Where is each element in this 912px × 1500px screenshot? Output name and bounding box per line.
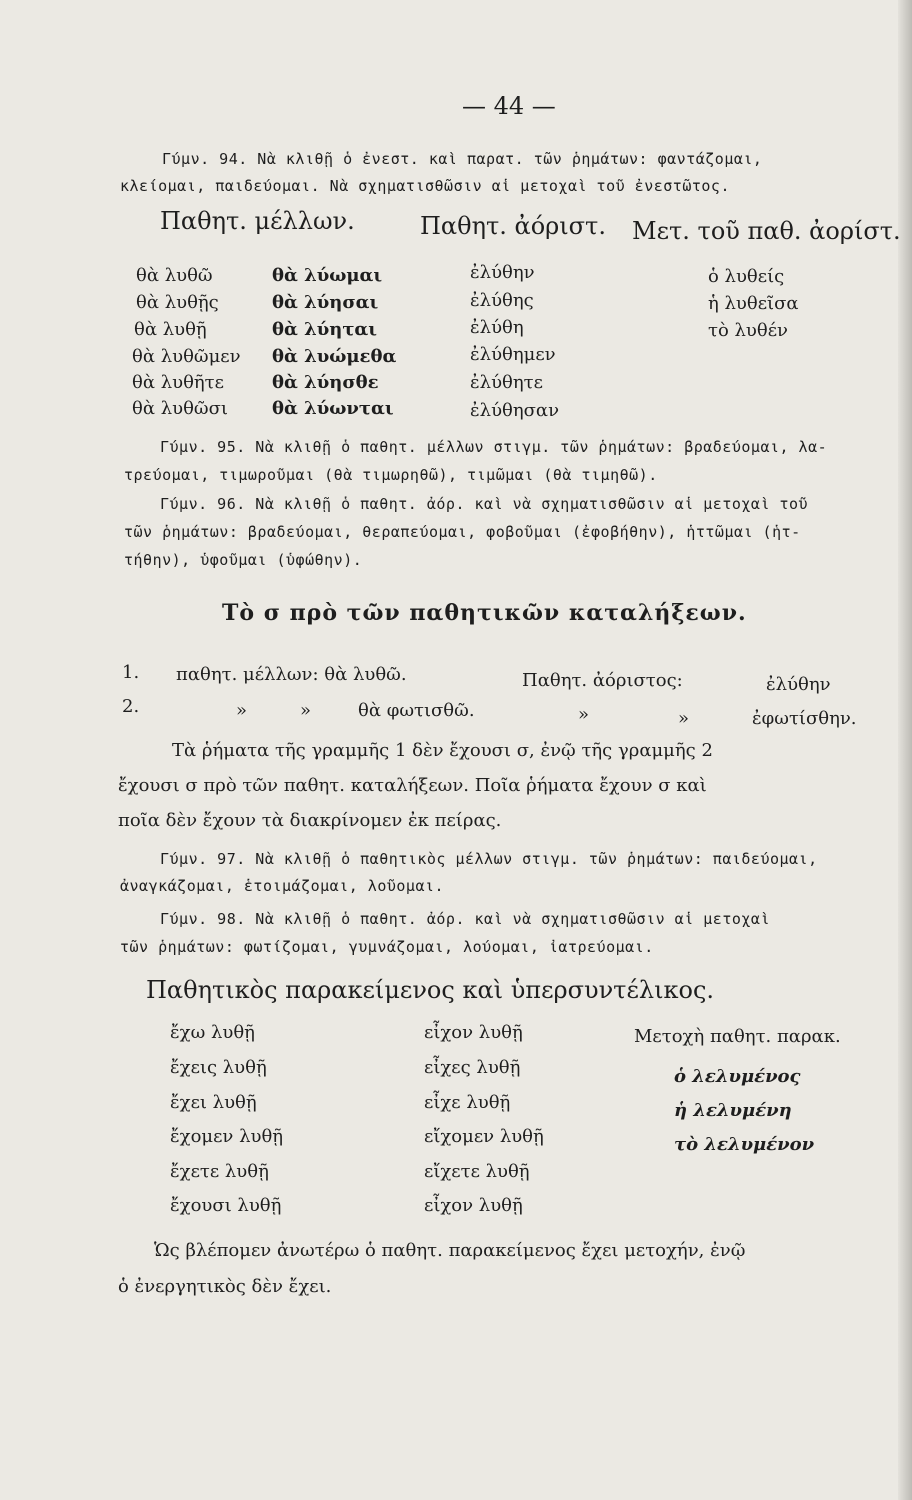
aorist-form: ἐλύθημεν [470, 344, 556, 365]
exercise-96-line-3: τήθην), ὑφοῦμαι (ὑφώθην). [124, 551, 363, 569]
page-number: — 44 — [462, 92, 556, 120]
section-title-perfect: Παθητικὸς παρακείμενος καὶ ὑπερσυντέλικος. [146, 976, 715, 1004]
future-alt-form: θὰ λύησαι [272, 292, 379, 313]
perfect-form: ἔχει λυθῇ [170, 1092, 257, 1113]
exercise-94-line-2: κλείομαι, παιδεύομαι. Νὰ σχηματισθῶσιν αἱ μετοχαὶ τοῦ ἐνεστῶτος. [120, 177, 730, 195]
rule-row-1-aorist-label: Παθητ. ἀόριστος: [522, 670, 683, 691]
participle-form: ἡ λυθεῖσα [708, 293, 799, 314]
pluperfect-form: εἶχες λυθῇ [424, 1057, 521, 1078]
future-form: θὰ λυθῶ [136, 265, 213, 286]
rule-row-1-number: 1. [122, 662, 140, 683]
perfect-form: ἔχω λυθῇ [170, 1022, 255, 1043]
perfect-form: ἔχουσι λυθῇ [170, 1195, 282, 1216]
rule-row-1-future: παθητ. μέλλων: θὰ λυθῶ. [176, 664, 407, 685]
aorist-form: ἐλύθητε [470, 372, 543, 393]
aorist-form: ἐλύθη [470, 317, 524, 338]
exercise-95-line-1: Γύμν. 95. Νὰ κλιθῇ ὁ παθητ. μέλλων στιγμ. τῶν ῥημάτων: βραδεύομαι, λα- [160, 438, 828, 456]
aorist-form: ἐλύθησαν [470, 400, 560, 421]
perfect-participle: τὸ λελυμένον [674, 1134, 815, 1155]
ditto-mark: » [300, 700, 312, 721]
perfect-form: ἔχεις λυθῇ [170, 1057, 267, 1078]
exercise-98-line-2: τῶν ῥημάτων: φωτίζομαι, γυμνάζομαι, λούομαι, ἰατρεύομαι. [120, 938, 654, 956]
participle-form: ὁ λυθείς [708, 266, 785, 287]
exercise-98-line-1: Γύμν. 98. Νὰ κλιθῇ ὁ παθητ. ἀόρ. καὶ νὰ σχηματισθῶσιν αἱ μετοχαὶ [160, 910, 770, 928]
pluperfect-form: εἴχετε λυθῇ [424, 1161, 530, 1182]
participle-form: τὸ λυθέν [708, 320, 788, 341]
pluperfect-form: εἶχε λυθῇ [424, 1092, 511, 1113]
future-form: θὰ λυθῶσι [132, 398, 228, 419]
pluperfect-form: εἴχομεν λυθῇ [424, 1126, 544, 1147]
header-aorist-passive: Παθητ. ἀόριστ. [420, 212, 606, 240]
aorist-form: ἐλύθης [470, 290, 534, 311]
paragraph-line-2: ἔχουσι σ πρὸ τῶν παθητ. καταλήξεων. Ποῖα ῥήματα ἔχουν σ καὶ [118, 775, 707, 796]
ditto-mark: » [678, 708, 690, 729]
rule-row-2-future: θὰ φωτισθῶ. [358, 700, 475, 721]
future-form: θὰ λυθῇ [134, 319, 207, 340]
exercise-96-line-1: Γύμν. 96. Νὰ κλιθῇ ὁ παθητ. ἀόρ. καὶ νὰ σχηματισθῶσιν αἱ μετοχαὶ τοῦ [160, 495, 809, 513]
perfect-form: ἔχετε λυθῇ [170, 1161, 269, 1182]
perfect-participle: ὁ λελυμένος [674, 1066, 801, 1087]
exercise-97-line-2: ἀναγκάζομαι, ἑτοιμάζομαι, λοῦομαι. [120, 877, 445, 895]
section-title-sigma: Τὸ σ πρὸ τῶν παθητικῶν καταλήξεων. [222, 600, 747, 626]
future-alt-form: θὰ λυώμεθα [272, 346, 397, 367]
exercise-94-line-1: Γύμν. 94. Νὰ κλιθῇ ὁ ἐνεστ. καὶ παρατ. τῶν ῥημάτων: φαντάζομαι, [162, 150, 763, 168]
paragraph-line-3: ποῖα δὲν ἔχουν τὰ διακρίνομεν ἐκ πείρας. [118, 810, 502, 831]
future-alt-form: θὰ λύηται [272, 319, 377, 340]
future-form: θὰ λυθῶμεν [132, 346, 241, 367]
perfect-participle-header: Μετοχὴ παθητ. παρακ. [634, 1026, 841, 1047]
aorist-form: ἐλύθην [470, 262, 535, 283]
future-form: θὰ λυθῆτε [132, 372, 224, 393]
rule-row-1-aorist: ἐλύθην [766, 674, 831, 695]
exercise-97-line-1: Γύμν. 97. Νὰ κλιθῇ ὁ παθητικὸς μέλλων στιγμ. τῶν ῥημάτων: παιδεύομαι, [160, 850, 818, 868]
perfect-participle: ἡ λελυμένη [674, 1100, 792, 1121]
future-alt-form: θὰ λύησθε [272, 372, 379, 393]
perfect-form: ἔχομεν λυθῇ [170, 1126, 284, 1147]
closing-line-1: Ὡς βλέπομεν ἀνωτέρω ὁ παθητ. παρακείμενος ἔχει μετοχήν, ἐνῷ [154, 1240, 746, 1261]
future-alt-form: θὰ λύωνται [272, 398, 394, 419]
future-form: θὰ λυθῇς [136, 292, 219, 313]
future-alt-form: θὰ λύωμαι [272, 265, 383, 286]
header-aorist-participle: Μετ. τοῦ παθ. ἀορίστ. [632, 217, 901, 245]
rule-row-2-aorist: ἐφωτίσθην. [752, 708, 857, 729]
ditto-mark: » [578, 704, 590, 725]
header-future-passive: Παθητ. μέλλων. [160, 207, 355, 235]
exercise-96-line-2: τῶν ῥημάτων: βραδεύομαι, θεραπεύομαι, φοβοῦμαι (ἐφοβήθην), ἡττῶμαι (ἡτ- [124, 523, 801, 541]
exercise-95-line-2: τρεύομαι, τιμωροῦμαι (θὰ τιμωρηθῶ), τιμῶμαι (θὰ τιμηθῶ). [124, 466, 658, 484]
paragraph-line-1: Τὰ ῥήματα τῆς γραμμῆς 1 δὲν ἔχουσι σ, ἐνῷ τῆς γραμμῆς 2 [172, 740, 713, 761]
rule-row-2-number: 2. [122, 696, 140, 717]
closing-line-2: ὁ ἐνεργητικὸς δὲν ἔχει. [118, 1276, 332, 1297]
pluperfect-form: εἶχον λυθῇ [424, 1022, 523, 1043]
pluperfect-form: εἶχον λυθῇ [424, 1195, 523, 1216]
ditto-mark: » [236, 700, 248, 721]
